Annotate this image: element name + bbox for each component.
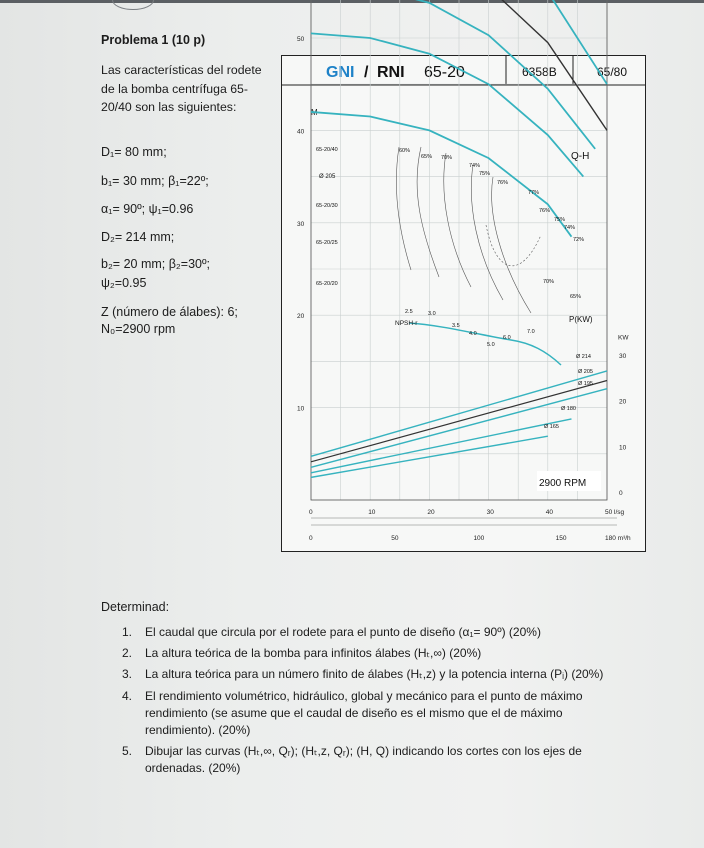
x-tick-label-ls: 0 (309, 509, 313, 516)
param-b1-beta1: b₁= 30 mm; β₁=22º; (101, 174, 209, 188)
determine-label: Determinad: (101, 600, 170, 614)
problem-intro: Las características del rodete de la bomba centrífuga 65-20/40 son las siguientes: (101, 63, 262, 114)
impeller-label: 65-20/20 (316, 281, 338, 287)
x-tick-label-ls: 50 l/sg (605, 509, 625, 516)
top-border (0, 0, 704, 3)
param-d1: D₁= 80 mm; (101, 145, 167, 159)
task-text: La altura teórica de la bomba para infinitos álabes (Hₜ,∞) (20%) (145, 646, 482, 661)
brand-gni: GNI (326, 64, 355, 81)
task-text: El caudal que circula por el rodete para el punto de diseño (α₁= 90º) (20%) (145, 625, 541, 639)
npsh-value-label: 2.5 (405, 309, 413, 315)
power-kw-label: P(KW) (569, 315, 593, 324)
power-diameter-label: Ø 195 (578, 381, 593, 387)
param-d2: D₂= 214 mm; (101, 230, 175, 244)
task-number: 4. (122, 688, 133, 703)
npsh-label: NPSH-r (395, 320, 418, 327)
task-text: El rendimiento volumétrico, hidráulico, global y mecánico para el punto de máximo rendimiento (se asume que el caudal de diseño es el mismo que el de máximo rendimiento). (20%) (145, 688, 583, 738)
param-b2-beta2: b₂= 20 mm; β₂=30º; (101, 257, 211, 271)
impeller-label: 65-20/25 (316, 240, 338, 246)
y-tick-label: 20 (297, 313, 305, 321)
efficiency-label: 70% (543, 279, 555, 285)
x-tick-label-m3h: 100 (473, 535, 485, 542)
qh-205-label: Ø 205 (319, 174, 336, 180)
param-alpha1-psi1: α₁= 90º; ψ₁=0.96 (101, 202, 194, 216)
efficiency-label: 65% (421, 154, 433, 160)
impeller-label: 65-20/30 (316, 203, 338, 209)
npsh-value-label: 5.0 (487, 342, 495, 348)
kw-tick-label: 0 (619, 490, 623, 497)
task-item (101, 688, 611, 740)
x-tick-label-m3h: 0 (309, 535, 313, 542)
param-blades: Z (número de álabes): 6; (101, 305, 238, 319)
npsh-value-label: 4.0 (469, 331, 477, 337)
university-logo (112, 0, 154, 10)
x-tick-label-m3h: 180 m³/h (605, 535, 631, 542)
y-tick-label: 30 (297, 220, 305, 228)
param-psi2: ψ₂=0.95 (101, 276, 147, 290)
brand-slash: / (364, 64, 369, 81)
efficiency-label: 75% (554, 217, 566, 223)
efficiency-label: 74% (469, 163, 481, 169)
problem-title: Problema 1 (10 p) (101, 33, 206, 47)
task-number: 2. (122, 646, 133, 661)
task-text: Dibujar las curvas (Hₜ,∞, Qᵣ); (Hₜ,z, Qᵣ); (H, Q) indicando los cortes con los ejes de ordenadas. (20%) (145, 744, 582, 776)
task-list (101, 624, 611, 782)
x-tick-label-ls: 40 (545, 509, 554, 516)
npsh-value-label: 6.0 (503, 335, 511, 341)
x-tick-label-ls: 30 (486, 509, 494, 516)
chart-code: 6358B (522, 65, 557, 79)
efficiency-label: 72% (573, 237, 585, 243)
param-speed: N₀=2900 rpm (101, 322, 176, 336)
impeller-label: 65-20/40 (316, 147, 338, 153)
power-diameter-label: Ø 214 (576, 354, 591, 360)
task-item (101, 645, 611, 662)
efficiency-label: 75% (479, 171, 491, 177)
efficiency-label: 65% (570, 294, 582, 300)
efficiency-label: 76% (539, 208, 551, 214)
kw-tick-label: 30 (619, 352, 627, 360)
task-text: La altura teórica para un número finito de álabes (Hₜ,z) y la potencia interna (Pᵢ) (20%) (145, 667, 604, 682)
y-tick-label: 10 (297, 405, 305, 413)
y-axis-label: M (311, 108, 318, 117)
efficiency-label: 77% (528, 190, 540, 196)
pump-curve-chart (281, 36, 646, 552)
efficiency-label: 70% (441, 155, 453, 161)
efficiency-label: 60% (399, 148, 411, 154)
npsh-value-label: 7.0 (527, 329, 535, 335)
task-number: 3. (122, 667, 133, 682)
rpm-label: 2900 RPM (539, 478, 587, 489)
chart-flange: 65/80 (597, 65, 628, 79)
task-number: 5. (122, 744, 133, 759)
task-item (101, 624, 611, 641)
task-item (101, 666, 611, 683)
brand-rni: RNI (377, 64, 405, 81)
chart-header-brand (326, 64, 465, 81)
x-tick-label-ls: 20 (427, 509, 435, 516)
task-number: 1. (122, 625, 133, 639)
x-tick-label-m3h: 150 (555, 535, 567, 542)
kw-tick-label: 10 (619, 444, 627, 452)
kw-axis-label: KW (618, 334, 629, 342)
efficiency-label: 76% (497, 180, 509, 186)
efficiency-label: 74% (564, 225, 576, 231)
kw-tick-label: 20 (619, 398, 627, 406)
qh-label: Q-H (571, 151, 590, 162)
power-diameter-label: Ø 205 (578, 369, 593, 375)
x-tick-label-m3h: 50 (391, 535, 399, 542)
npsh-value-label: 3.5 (452, 323, 460, 329)
y-tick-label: 50 (297, 36, 305, 43)
power-diameter-label: Ø 165 (544, 424, 559, 430)
x-tick-label-ls: 10 (368, 509, 376, 516)
y-tick-label: 40 (297, 128, 305, 136)
npsh-value-label: 3.0 (428, 311, 436, 317)
power-diameter-label: Ø 180 (561, 406, 576, 412)
chart-model: 65-20 (424, 64, 465, 81)
task-item (101, 743, 611, 777)
